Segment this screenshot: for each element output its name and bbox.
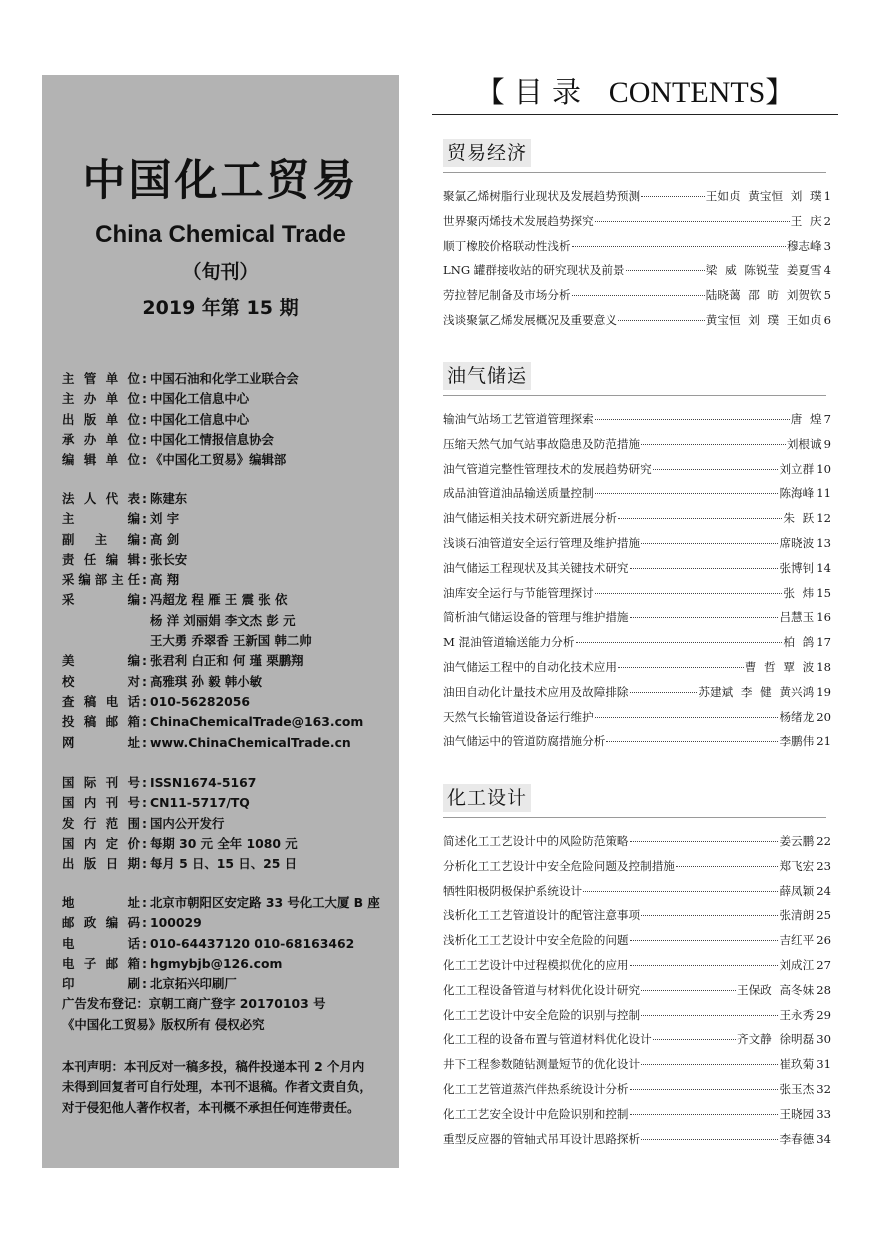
toc-dot-leader [618, 667, 744, 668]
toc-entry-page: 24 [816, 883, 831, 898]
toc-entry-authors: 王永秀 [779, 1007, 815, 1022]
toc-entry-authors: 王 庆 [790, 213, 822, 228]
toc-entry-title: 化工工艺管道蒸汽伴热系统设计分析 [443, 1081, 629, 1096]
toc-entry-title: 顺丁橡胶价格联动性浅析 [443, 238, 571, 253]
toc-dot-leader [576, 642, 783, 643]
toc-entry-authors: 陈海峰 [779, 486, 815, 501]
toc-entry [443, 1077, 831, 1102]
toc-entry-authors: 齐文静 徐明磊 [736, 1032, 815, 1047]
toc-entry-title: 井下工程参数随钻测量短节的优化设计 [443, 1057, 641, 1072]
contents-heading-en: CONTENTS [608, 76, 766, 109]
toc-entry-page: 32 [816, 1081, 831, 1096]
magazine-frequency: （旬刊） [182, 261, 259, 283]
reporters-line: 王大勇 乔翠香 王新国 韩二帅 [150, 633, 312, 649]
toc-dot-leader [595, 493, 779, 494]
toc-dot-leader [653, 1039, 736, 1040]
toc-entry-page: 2 [823, 213, 831, 228]
info-row: 出版日期 : 每月 5 日、15 日、25 日 [62, 856, 298, 872]
info-row: 邮政编码 : 100029 [62, 915, 202, 931]
toc-entry-authors: 姜云鹏 [779, 834, 815, 848]
info-row: 承办单位 : 中国化工情报信息协会 [62, 431, 274, 447]
toc-entry-authors: 朱 跃 [783, 511, 815, 526]
toc-entry-authors: 苏建斌 李 健 黄兴鸿 [698, 684, 815, 699]
toc-entry-title: 聚氯乙烯树脂行业现状及发展趋势预测 [443, 189, 641, 203]
toc-entry-page: 29 [816, 1007, 831, 1022]
toc-entry-title: 压缩天然气加气站事故隐患及防范措施 [443, 436, 641, 451]
toc-entry [443, 506, 831, 531]
contents-heading-end: 】 [765, 75, 795, 109]
toc-entry-authors: 张博钊 [779, 560, 815, 575]
info-row: 国内刊号 : CN11-5717/TQ [62, 795, 250, 811]
toc-entry-authors: 李春德 [779, 1131, 815, 1146]
toc-entry [443, 655, 831, 680]
toc-entry-authors: 王如贞 黄宝恒 刘 璞 [705, 189, 822, 203]
toc-entry [443, 705, 831, 730]
toc-entry-title: 简析油气储运设备的管理与维护措施 [443, 610, 629, 625]
toc-dot-leader [641, 543, 778, 544]
toc-entry [443, 1127, 831, 1152]
toc-entry-page: 14 [816, 560, 831, 575]
toc-entry [443, 605, 831, 630]
toc-entry-page: 3 [823, 238, 831, 253]
toc-entry-title: 成品油管道油品输送质量控制 [443, 486, 594, 501]
toc-entry-page: 4 [823, 263, 831, 278]
toc-entry-title: 天然气长输管道设备运行维护 [443, 709, 594, 724]
info-row: 主管单位 : 中国石油和化学工业联合会 [62, 371, 299, 386]
toc-entry [443, 432, 831, 457]
toc-entry-title: 浅谈聚氯乙烯发展概况及重要意义 [443, 312, 617, 327]
toc-dot-leader [618, 320, 705, 321]
toc-entry-authors: 李鹏伟 [779, 734, 815, 749]
toc-entry [443, 1027, 831, 1052]
toc-entry-page: 11 [816, 486, 831, 501]
toc-entry-authors: 吕慧玉 [779, 610, 815, 625]
toc-entry-title: 浅谈石油管道安全运行管理及维护措施 [443, 535, 641, 550]
toc-entry-authors: 王晓园 [779, 1106, 815, 1121]
toc-entry [443, 1102, 831, 1127]
info-row: 国内定价 : 每期 30 元 全年 1080 元 [62, 835, 298, 851]
magazine-title: 中国化工贸易 [82, 156, 359, 206]
toc-entry-authors: 穆志峰 [786, 238, 822, 253]
toc-entry-page: 28 [816, 982, 831, 997]
toc-entry-authors: 王保政 高冬妹 [736, 982, 815, 997]
toc-entry-page: 10 [816, 461, 831, 476]
toc-entry-page: 34 [816, 1131, 831, 1146]
toc-entry-title: 化工工程的设备布置与管道材料优化设计 [443, 1032, 652, 1047]
info-row: 出版单位 : 中国化工信息中心 [62, 411, 250, 427]
toc-entry-page: 17 [816, 635, 831, 650]
toc-list-chemical-design [443, 829, 831, 1151]
toc-dot-leader [630, 940, 779, 941]
toc-entry-authors: 刘立群 [779, 461, 815, 476]
toc-entry-title: 劳拉替尼制备及市场分析 [443, 288, 571, 303]
toc-entry-authors: 郑飞宏 [779, 858, 815, 873]
toc-entry [443, 1003, 831, 1028]
toc-entry-title: 牺牲阳极阴极保护系统设计 [443, 883, 583, 898]
toc-entry [443, 234, 831, 259]
toc-entry-page: 27 [816, 957, 831, 972]
toc-entry-authors: 刘成江 [779, 957, 815, 972]
address-block [62, 893, 392, 1035]
toc-entry-page: 30 [816, 1032, 831, 1047]
toc-dot-leader [630, 692, 698, 693]
info-row: 投稿邮箱 : ChinaChemicalTrade@163.com [62, 714, 364, 730]
info-row: 责任编辑 : 张长安 [62, 551, 188, 567]
contents-heading-cn: 【 目 录 [475, 75, 582, 109]
toc-entry-page: 33 [816, 1106, 831, 1121]
info-row: 副主编 : 高 剑 [62, 531, 180, 547]
toc-entry [443, 903, 831, 928]
toc-entry-authors: 张清朗 [779, 908, 815, 923]
toc-entry-title: 输油气站场工艺管道管理探索 [443, 412, 594, 426]
reporters-line: 杨 洋 刘丽娟 李文杰 彭 元 [150, 612, 296, 628]
toc-entry-title: 油气储运中的管道防腐措施分析 [443, 734, 606, 749]
toc-dot-leader [572, 295, 705, 296]
toc-entry-authors: 崔玖菊 [779, 1057, 815, 1072]
toc-entry [443, 457, 831, 482]
toc-dot-leader [630, 568, 779, 569]
organizations-block [62, 369, 392, 470]
toc-dot-leader [583, 891, 778, 892]
info-row: 主办单位 : 中国化工信息中心 [62, 391, 250, 407]
toc-entry-title: 浅析化工工艺设计中安全危险的问题 [443, 933, 629, 948]
toc-entry [443, 829, 831, 854]
toc-entry-title: 浅析化工工艺管道设计的配管注意事项 [443, 908, 641, 923]
section-title-chemical-design: 化工设计 [443, 784, 826, 812]
toc-entry-title: M 混油管道输送能力分析 [443, 635, 575, 650]
toc-entry [443, 680, 831, 705]
reporters-row: 采编 : 冯超龙 程 雁 王 震 张 依 [62, 592, 288, 608]
toc-entry-page: 18 [816, 659, 831, 674]
toc-entry-authors: 黄宝恒 刘 璞 王如贞 [705, 312, 822, 327]
magazine-issue: 2019 年第 15 期 [142, 297, 299, 319]
toc-dot-leader [595, 717, 779, 718]
toc-entry-page: 16 [816, 610, 831, 625]
toc-entry [443, 581, 831, 606]
info-row: 电话 : 010-64437120 010-68163462 [62, 935, 355, 951]
info-row: 编辑单位 : 《中国化工贸易》编辑部 [62, 452, 287, 468]
ad-registration: 广告发布登记：京朝工商广登字 20170103 号 [62, 996, 326, 1012]
toc-entry [443, 630, 831, 655]
toc-entry-page: 22 [816, 834, 831, 848]
toc-entry-page: 12 [816, 511, 831, 526]
toc-dot-leader [641, 1015, 778, 1016]
staff-block [62, 489, 392, 753]
toc-dot-leader [676, 866, 779, 867]
toc-entry-authors: 张 炜 [783, 585, 815, 600]
toc-entry-authors: 杨绪龙 [779, 709, 815, 724]
toc-entry-page: 6 [823, 312, 831, 327]
toc-entry-authors: 梁 威 陈锐莹 姜夏雪 [705, 263, 822, 278]
toc-entry [443, 978, 831, 1003]
toc-dot-leader [641, 1064, 778, 1065]
toc-entry-authors: 刘根诚 [786, 436, 822, 451]
toc-entry-page: 20 [816, 709, 831, 724]
info-row: 电子邮箱 : hgmybjb@126.com [62, 955, 283, 971]
toc-entry-title: 分析化工工艺设计中安全危险问题及控制措施 [443, 858, 675, 873]
toc-entry [443, 879, 831, 904]
toc-list-oil-gas-storage [443, 407, 831, 754]
toc-entry-page: 13 [816, 535, 831, 550]
toc-dot-leader [630, 1089, 779, 1090]
toc-entry-page: 26 [816, 933, 831, 948]
toc-entry [443, 481, 831, 506]
info-row: 法人代表 : 陈建东 [62, 491, 188, 506]
toc-dot-leader [630, 965, 779, 966]
toc-entry [443, 258, 831, 283]
toc-entry-title: 化工工艺安全设计中危险识别和控制 [443, 1106, 629, 1121]
toc-dot-leader [618, 518, 782, 519]
toc-entry [443, 407, 831, 432]
toc-entry [443, 1052, 831, 1077]
info-row: 采编部主任 : 高 翔 [62, 572, 180, 588]
contents-heading [432, 70, 838, 115]
toc-entry-title: LNG 罐群接收站的研究现状及前景 [443, 263, 625, 278]
toc-dot-leader [641, 444, 786, 445]
toc-entry-authors: 陆晓蔼 邵 昉 刘贺钦 [705, 288, 822, 303]
info-row: 主编 : 刘 宇 [62, 511, 180, 527]
toc-entry [443, 729, 831, 754]
toc-entry-title: 化工工艺设计中过程模拟优化的应用 [443, 957, 629, 972]
toc-entry [443, 854, 831, 879]
toc-dot-leader [630, 1114, 779, 1115]
journal-statement: 本刊声明：本刊反对一稿多投，稿件投递本刊 2 个月内未得到回复者可自行处理，本刊不退稿。作者文责自负，对于侵犯他人著作权者，本刊概不承担任何连带责任。 [62, 1059, 372, 1115]
toc-dot-leader [595, 419, 790, 420]
toc-entry-title: 油气储运工程现状及其关键技术研究 [443, 560, 629, 575]
masthead-panel [42, 75, 399, 1168]
toc-entry-title: 油气储运工程中的自动化技术应用 [443, 659, 617, 674]
toc-entry-authors: 席晓波 [779, 535, 815, 550]
toc-dot-leader [572, 246, 786, 247]
toc-entry [443, 308, 831, 333]
toc-entry-page: 23 [816, 858, 831, 873]
toc-entry-authors: 吉红平 [779, 933, 815, 948]
section-title-trade-economy: 贸易经济 [443, 139, 826, 167]
info-row: 发行范围 : 国内公开发行 [62, 815, 225, 831]
toc-entry [443, 184, 831, 209]
toc-dot-leader [641, 196, 705, 197]
toc-dot-leader [595, 593, 783, 594]
toc-dot-leader [630, 841, 779, 842]
toc-entry [443, 209, 831, 234]
toc-entry-title: 化工工艺设计中安全危险的识别与控制 [443, 1007, 641, 1022]
info-row: 国际刊号 : ISSN1674-5167 [62, 775, 257, 790]
toc-dot-leader [641, 990, 736, 991]
toc-dot-leader [641, 915, 778, 916]
info-row: 印刷 : 北京拓兴印刷厂 [62, 976, 237, 992]
info-row: 网址 : www.ChinaChemicalTrade.cn [62, 734, 351, 750]
toc-entry [443, 556, 831, 581]
toc-entry-page: 1 [823, 189, 831, 203]
toc-entry-title: 油库安全运行与节能管理探讨 [443, 585, 594, 600]
toc-entry-title: 简述化工工艺设计中的风险防范策略 [443, 834, 629, 848]
toc-entry-page: 15 [816, 585, 831, 600]
toc-dot-leader [606, 741, 778, 742]
toc-entry [443, 283, 831, 308]
toc-entry-page: 9 [823, 436, 831, 451]
toc-entry [443, 953, 831, 978]
toc-dot-leader [653, 469, 779, 470]
copyright-notice: 《中国化工贸易》版权所有 侵权必究 [62, 1016, 265, 1032]
toc-entry-page: 21 [816, 734, 831, 749]
toc-entry-title: 油田自动化计量技术应用及故障排除 [443, 684, 629, 699]
info-row: 地址 : 北京市朝阳区安定路 33 号化工大厦 B 座 [62, 895, 380, 910]
proofreaders-row: 校对 : 高雅琪 孙 毅 韩小敏 [62, 673, 263, 689]
toc-entry-authors: 张玉杰 [779, 1081, 815, 1096]
toc-entry-authors: 唐 煌 [790, 412, 822, 426]
toc-entry-page: 25 [816, 908, 831, 923]
toc-entry-title: 化工工程设备管道与材料优化设计研究 [443, 982, 641, 997]
toc-entry-authors: 柏 鸽 [783, 635, 815, 650]
toc-entry-title: 油气储运相关技术研究新进展分析 [443, 511, 617, 526]
toc-entry-authors: 曹 哲 覃 波 [744, 659, 815, 674]
toc-dot-leader [630, 617, 779, 618]
toc-dot-leader [626, 270, 705, 271]
toc-entry [443, 928, 831, 953]
toc-entry-page: 19 [816, 684, 831, 699]
toc-list-trade-economy [443, 184, 831, 333]
toc-entry-page: 31 [816, 1057, 831, 1072]
toc-entry-page: 5 [823, 288, 831, 303]
toc-dot-leader [641, 1139, 778, 1140]
toc-entry-title: 油气管道完整性管理技术的发展趋势研究 [443, 461, 652, 476]
toc-dot-leader [595, 221, 790, 222]
toc-entry-title: 世界聚丙烯技术发展趋势探究 [443, 213, 594, 228]
toc-entry [443, 531, 831, 556]
art-editors-row: 美编 : 张君利 白正和 何 瑾 栗鹏翔 [62, 653, 304, 669]
magazine-title-english: China Chemical Trade [95, 221, 346, 248]
toc-entry-page: 7 [823, 412, 831, 426]
info-row: 查稿电话 : 010-56282056 [62, 693, 250, 709]
section-title-oil-gas-storage: 油气储运 [443, 362, 826, 390]
toc-entry-authors: 薛凤颖 [779, 883, 815, 898]
toc-entry-title: 重型反应器的管轴式吊耳设计思路探析 [443, 1131, 641, 1146]
publication-block [62, 773, 392, 874]
